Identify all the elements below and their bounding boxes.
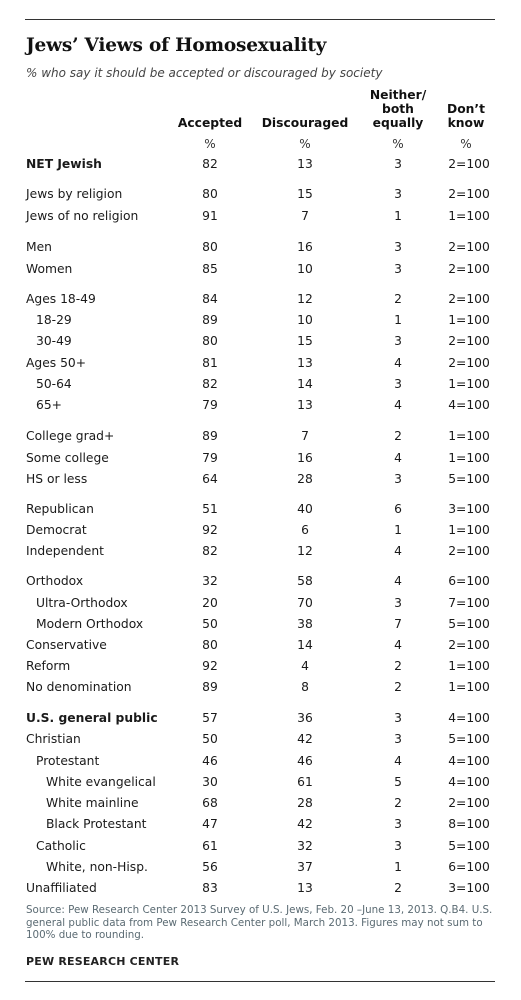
cell-dont-know: 1=100 bbox=[448, 451, 490, 465]
table-row bbox=[0, 289, 521, 310]
cell-neither: 4 bbox=[394, 574, 402, 588]
row-label: Catholic bbox=[36, 839, 86, 853]
cell-discouraged: 13 bbox=[297, 157, 313, 171]
row-label: 50-64 bbox=[36, 377, 72, 391]
cell-accepted: 50 bbox=[202, 732, 218, 746]
page-title: Jews’ Views of Homosexuality bbox=[26, 35, 327, 56]
cell-discouraged: 10 bbox=[297, 313, 313, 327]
top-rule bbox=[25, 19, 495, 20]
cell-neither: 2 bbox=[394, 796, 402, 810]
row-label: Democrat bbox=[26, 523, 87, 537]
row-label: White evangelical bbox=[46, 775, 156, 789]
cell-dont-know: 2=100 bbox=[448, 262, 490, 276]
table-row bbox=[0, 154, 521, 175]
cell-neither: 5 bbox=[394, 775, 402, 789]
row-label: Unaffiliated bbox=[26, 881, 97, 895]
cell-accepted: 81 bbox=[202, 356, 218, 370]
cell-accepted: 92 bbox=[202, 523, 218, 537]
cell-dont-know: 8=100 bbox=[448, 817, 490, 831]
cell-discouraged: 32 bbox=[297, 839, 313, 853]
cell-dont-know: 1=100 bbox=[448, 523, 490, 537]
cell-discouraged: 38 bbox=[297, 617, 313, 631]
cell-accepted: 68 bbox=[202, 796, 218, 810]
cell-dont-know: 3=100 bbox=[448, 502, 490, 516]
table-row bbox=[0, 571, 521, 592]
cell-dont-know: 4=100 bbox=[448, 398, 490, 412]
cell-neither: 4 bbox=[394, 398, 402, 412]
pct-discouraged: % bbox=[299, 137, 311, 151]
cell-discouraged: 16 bbox=[297, 240, 313, 254]
row-label: Some college bbox=[26, 451, 109, 465]
cell-discouraged: 8 bbox=[301, 680, 309, 694]
row-label: White, non-Hisp. bbox=[46, 860, 148, 874]
cell-discouraged: 28 bbox=[297, 796, 313, 810]
cell-accepted: 80 bbox=[202, 638, 218, 652]
cell-dont-know: 3=100 bbox=[448, 881, 490, 895]
cell-dont-know: 5=100 bbox=[448, 732, 490, 746]
table-row bbox=[0, 331, 521, 352]
cell-neither: 7 bbox=[394, 617, 402, 631]
table-row bbox=[0, 814, 521, 835]
cell-accepted: 84 bbox=[202, 292, 218, 306]
cell-accepted: 64 bbox=[202, 472, 218, 486]
row-label: Jews of no religion bbox=[26, 209, 139, 223]
cell-neither: 1 bbox=[394, 313, 402, 327]
cell-discouraged: 4 bbox=[301, 659, 309, 673]
cell-accepted: 61 bbox=[202, 839, 218, 853]
cell-discouraged: 37 bbox=[297, 860, 313, 874]
cell-discouraged: 58 bbox=[297, 574, 313, 588]
header-neither bbox=[360, 88, 436, 130]
cell-accepted: 89 bbox=[202, 313, 218, 327]
cell-accepted: 79 bbox=[202, 451, 218, 465]
cell-accepted: 83 bbox=[202, 881, 218, 895]
row-label: 65+ bbox=[36, 398, 62, 412]
page-subtitle: % who say it should be accepted or discouraged by society bbox=[26, 66, 383, 80]
cell-accepted: 30 bbox=[202, 775, 218, 789]
cell-neither: 4 bbox=[394, 356, 402, 370]
cell-accepted: 47 bbox=[202, 817, 218, 831]
cell-discouraged: 42 bbox=[297, 817, 313, 831]
cell-neither: 4 bbox=[394, 451, 402, 465]
pct-dont-know: % bbox=[460, 137, 472, 151]
table-row bbox=[0, 878, 521, 899]
table-row bbox=[0, 751, 521, 772]
header-neither-line3: equally bbox=[372, 116, 424, 130]
cell-dont-know: 2=100 bbox=[448, 187, 490, 201]
table-row bbox=[0, 656, 521, 677]
cell-dont-know: 6=100 bbox=[448, 860, 490, 874]
header-dont-know-line2: know bbox=[447, 116, 485, 130]
cell-dont-know: 1=100 bbox=[448, 377, 490, 391]
cell-discouraged: 16 bbox=[297, 451, 313, 465]
cell-neither: 4 bbox=[394, 638, 402, 652]
row-label: Republican bbox=[26, 502, 94, 516]
cell-neither: 3 bbox=[394, 839, 402, 853]
cell-dont-know: 4=100 bbox=[448, 754, 490, 768]
cell-dont-know: 4=100 bbox=[448, 711, 490, 725]
cell-discouraged: 40 bbox=[297, 502, 313, 516]
cell-discouraged: 28 bbox=[297, 472, 313, 486]
cell-accepted: 20 bbox=[202, 596, 218, 610]
cell-neither: 4 bbox=[394, 754, 402, 768]
row-label: 18-29 bbox=[36, 313, 72, 327]
table-row bbox=[0, 395, 521, 416]
cell-neither: 1 bbox=[394, 209, 402, 223]
header-dont-know bbox=[438, 102, 494, 130]
row-label: Women bbox=[26, 262, 73, 276]
cell-neither: 3 bbox=[394, 187, 402, 201]
cell-discouraged: 36 bbox=[297, 711, 313, 725]
cell-neither: 2 bbox=[394, 292, 402, 306]
cell-neither: 2 bbox=[394, 680, 402, 694]
cell-accepted: 89 bbox=[202, 680, 218, 694]
cell-discouraged: 15 bbox=[297, 187, 313, 201]
cell-dont-know: 2=100 bbox=[448, 544, 490, 558]
cell-accepted: 82 bbox=[202, 544, 218, 558]
table-row bbox=[0, 310, 521, 331]
row-label: NET Jewish bbox=[26, 157, 102, 171]
cell-neither: 3 bbox=[394, 596, 402, 610]
cell-accepted: 92 bbox=[202, 659, 218, 673]
cell-discouraged: 13 bbox=[297, 356, 313, 370]
table-row bbox=[0, 469, 521, 490]
table-row bbox=[0, 184, 521, 205]
cell-accepted: 91 bbox=[202, 209, 218, 223]
cell-dont-know: 5=100 bbox=[448, 472, 490, 486]
cell-discouraged: 13 bbox=[297, 881, 313, 895]
cell-neither: 3 bbox=[394, 732, 402, 746]
row-label: HS or less bbox=[26, 472, 88, 486]
row-label: Modern Orthodox bbox=[36, 617, 144, 631]
cell-neither: 3 bbox=[394, 157, 402, 171]
cell-neither: 3 bbox=[394, 817, 402, 831]
cell-neither: 4 bbox=[394, 544, 402, 558]
cell-discouraged: 70 bbox=[297, 596, 313, 610]
header-accepted: Accepted bbox=[177, 116, 243, 130]
row-label: No denomination bbox=[26, 680, 132, 694]
table-row bbox=[0, 729, 521, 750]
table-row bbox=[0, 793, 521, 814]
table-row bbox=[0, 426, 521, 447]
cell-neither: 2 bbox=[394, 881, 402, 895]
cell-accepted: 82 bbox=[202, 157, 218, 171]
cell-accepted: 89 bbox=[202, 429, 218, 443]
header-discouraged: Discouraged bbox=[261, 116, 349, 130]
cell-discouraged: 61 bbox=[297, 775, 313, 789]
row-label: Independent bbox=[26, 544, 104, 558]
header-neither-line1: Neither/ bbox=[369, 88, 427, 102]
header-neither-line2: both bbox=[382, 102, 414, 116]
source-note: Source: Pew Research Center 2013 Survey of U.S. Jews, Feb. 20 –June 13, 2013. Q.B4. U.S. general public data from Pew Research Center poll, March 2013. Figures may not sum to 100% due to rounding. bbox=[26, 904, 493, 941]
bottom-rule bbox=[25, 981, 495, 982]
cell-discouraged: 15 bbox=[297, 334, 313, 348]
brand-label: PEW RESEARCH CENTER bbox=[26, 955, 180, 968]
cell-discouraged: 14 bbox=[297, 638, 313, 652]
pct-accepted: % bbox=[204, 137, 216, 151]
cell-accepted: 50 bbox=[202, 617, 218, 631]
cell-dont-know: 1=100 bbox=[448, 680, 490, 694]
cell-discouraged: 10 bbox=[297, 262, 313, 276]
cell-dont-know: 6=100 bbox=[448, 574, 490, 588]
row-label: Christian bbox=[26, 732, 81, 746]
row-label: Ultra-Orthodox bbox=[36, 596, 128, 610]
row-label: 30-49 bbox=[36, 334, 72, 348]
row-label: Reform bbox=[26, 659, 71, 673]
cell-dont-know: 7=100 bbox=[448, 596, 490, 610]
cell-dont-know: 2=100 bbox=[448, 356, 490, 370]
cell-discouraged: 12 bbox=[297, 292, 313, 306]
cell-discouraged: 46 bbox=[297, 754, 313, 768]
row-label: College grad+ bbox=[26, 429, 115, 443]
table-row bbox=[0, 635, 521, 656]
cell-discouraged: 42 bbox=[297, 732, 313, 746]
row-label: White mainline bbox=[46, 796, 139, 810]
cell-neither: 2 bbox=[394, 659, 402, 673]
cell-discouraged: 7 bbox=[301, 429, 309, 443]
table-row bbox=[0, 593, 521, 614]
cell-accepted: 85 bbox=[202, 262, 218, 276]
table-row bbox=[0, 708, 521, 729]
row-label: Protestant bbox=[36, 754, 100, 768]
cell-dont-know: 5=100 bbox=[448, 839, 490, 853]
cell-dont-know: 4=100 bbox=[448, 775, 490, 789]
cell-dont-know: 2=100 bbox=[448, 638, 490, 652]
table-row bbox=[0, 374, 521, 395]
cell-accepted: 56 bbox=[202, 860, 218, 874]
cell-accepted: 80 bbox=[202, 240, 218, 254]
cell-dont-know: 2=100 bbox=[448, 334, 490, 348]
cell-dont-know: 2=100 bbox=[448, 157, 490, 171]
table-row bbox=[0, 448, 521, 469]
cell-neither: 3 bbox=[394, 377, 402, 391]
cell-neither: 1 bbox=[394, 523, 402, 537]
cell-dont-know: 2=100 bbox=[448, 796, 490, 810]
cell-neither: 3 bbox=[394, 334, 402, 348]
cell-accepted: 51 bbox=[202, 502, 218, 516]
table-row bbox=[0, 541, 521, 562]
cell-dont-know: 1=100 bbox=[448, 659, 490, 673]
table-row bbox=[0, 836, 521, 857]
cell-accepted: 57 bbox=[202, 711, 218, 725]
row-label: Ages 50+ bbox=[26, 356, 87, 370]
cell-neither: 3 bbox=[394, 711, 402, 725]
table-row bbox=[0, 614, 521, 635]
row-label: Jews by religion bbox=[26, 187, 123, 201]
cell-accepted: 46 bbox=[202, 754, 218, 768]
cell-accepted: 82 bbox=[202, 377, 218, 391]
pct-neither: % bbox=[392, 137, 404, 151]
row-label: U.S. general public bbox=[26, 711, 158, 725]
row-label: Ages 18-49 bbox=[26, 292, 96, 306]
table-row bbox=[0, 772, 521, 793]
row-label: Orthodox bbox=[26, 574, 84, 588]
cell-neither: 2 bbox=[394, 429, 402, 443]
cell-accepted: 32 bbox=[202, 574, 218, 588]
cell-dont-know: 1=100 bbox=[448, 313, 490, 327]
table-row bbox=[0, 499, 521, 520]
row-label: Men bbox=[26, 240, 52, 254]
table-row bbox=[0, 237, 521, 258]
table-row bbox=[0, 206, 521, 227]
row-label: Black Protestant bbox=[46, 817, 147, 831]
cell-neither: 3 bbox=[394, 262, 402, 276]
cell-dont-know: 2=100 bbox=[448, 240, 490, 254]
cell-accepted: 79 bbox=[202, 398, 218, 412]
header-dont-know-line1: Don’t bbox=[447, 102, 485, 116]
table-row bbox=[0, 677, 521, 698]
table-row bbox=[0, 353, 521, 374]
cell-dont-know: 1=100 bbox=[448, 429, 490, 443]
cell-neither: 3 bbox=[394, 240, 402, 254]
table-row bbox=[0, 259, 521, 280]
table-row bbox=[0, 520, 521, 541]
cell-discouraged: 13 bbox=[297, 398, 313, 412]
row-label: Conservative bbox=[26, 638, 107, 652]
cell-discouraged: 7 bbox=[301, 209, 309, 223]
cell-discouraged: 14 bbox=[297, 377, 313, 391]
cell-dont-know: 2=100 bbox=[448, 292, 490, 306]
cell-discouraged: 12 bbox=[297, 544, 313, 558]
cell-dont-know: 1=100 bbox=[448, 209, 490, 223]
table-row bbox=[0, 857, 521, 878]
cell-accepted: 80 bbox=[202, 334, 218, 348]
cell-neither: 6 bbox=[394, 502, 402, 516]
cell-neither: 1 bbox=[394, 860, 402, 874]
cell-accepted: 80 bbox=[202, 187, 218, 201]
cell-dont-know: 5=100 bbox=[448, 617, 490, 631]
cell-discouraged: 6 bbox=[301, 523, 309, 537]
cell-neither: 3 bbox=[394, 472, 402, 486]
